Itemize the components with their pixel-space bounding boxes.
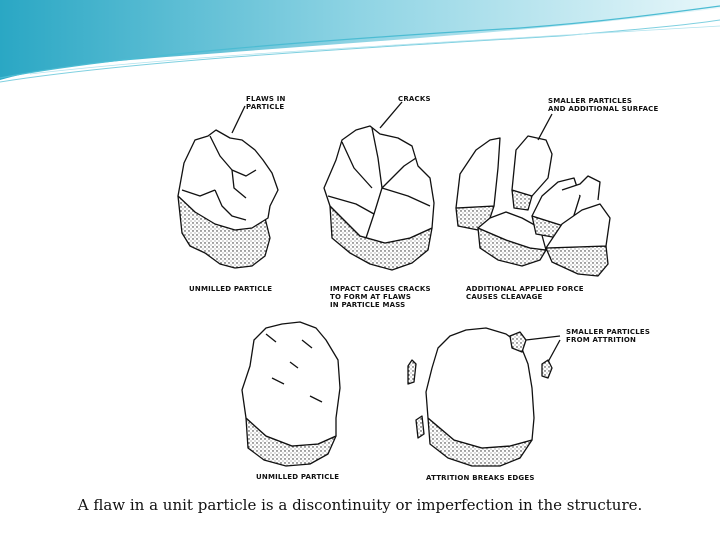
cracks-leader-line: [380, 102, 402, 128]
label-cracks: CRACKS: [398, 95, 431, 103]
particle-cleaved: [456, 136, 610, 276]
label-attrition-breaks-edges: ATTRITION BREAKS EDGES: [426, 474, 535, 482]
label-smaller-particles-attrition: SMALLER PARTICLES FROM ATTRITION: [566, 328, 651, 344]
label-smaller-particles-surface: SMALLER PARTICLES AND ADDITIONAL SURFACE: [548, 97, 659, 113]
label-additional-force: ADDITIONAL APPLIED FORCE CAUSES CLEAVAGE: [466, 285, 584, 301]
particle-cracked: [324, 126, 434, 270]
particle-attrition: [408, 328, 552, 466]
slide-caption: A flaw in a unit particle is a discontinuity or imperfection in the structure.: [77, 496, 643, 514]
label-unmilled-particle-top: UNMILLED PARTICLE: [189, 285, 273, 293]
attrition-leader-line-2: [548, 340, 560, 362]
flaws-leader-line: [232, 106, 245, 133]
label-flaws-in-particle: FLAWS IN PARTICLE: [246, 95, 286, 111]
smaller-particles-leader-line: [538, 114, 552, 140]
particle-milling-diagram: [160, 78, 660, 488]
particle-unmilled-bottom: [242, 322, 340, 466]
header-wave-decoration: [0, 0, 720, 90]
attrition-leader-line-1: [526, 336, 560, 340]
label-impact-causes-cracks: IMPACT CAUSES CRACKS TO FORM AT FLAWS IN PARTICLE MASS: [330, 285, 431, 309]
particle-unmilled-top: [178, 130, 278, 268]
label-unmilled-particle-bottom: UNMILLED PARTICLE: [256, 473, 340, 481]
